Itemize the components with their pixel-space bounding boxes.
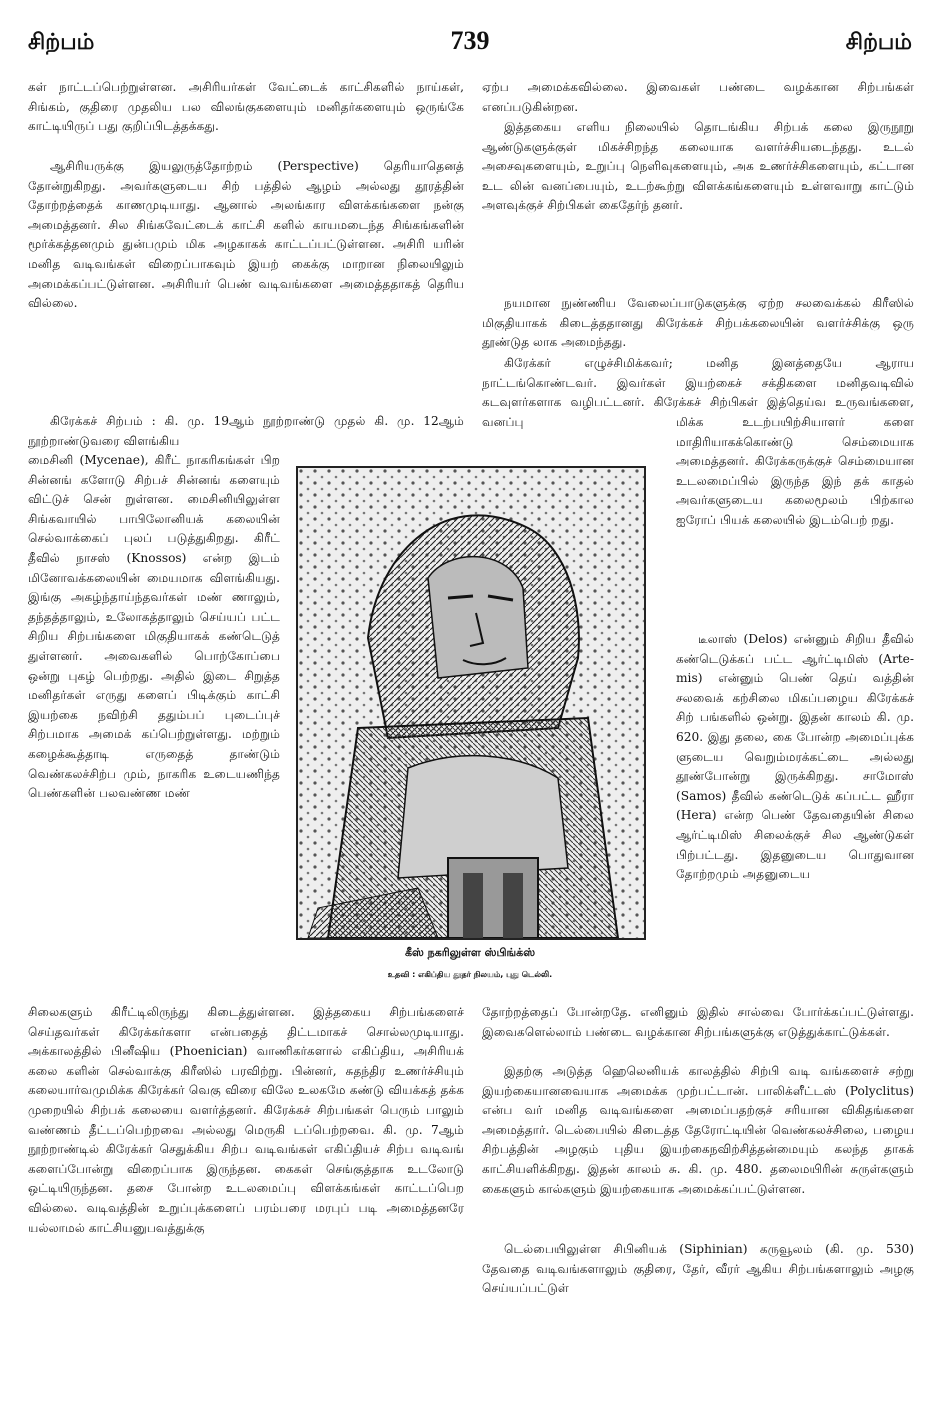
paragraph: கிரேக்கர் எழுச்சிமிக்கவர்; மனித இனத்தையே ஆராய நாட்டங்கொண்டவர். இவர்கள் இயற்கைச் சக்திகளை மனிதவடிவில் கடவுளர்களாக வழிபட்டனர். கிரேக்கச் சிற்பிகள் இத்தெய்வ உருவங்களை, வனப்பு: [482, 356, 914, 429]
paragraph: நயமான நுண்ணிய வேலைப்பாடுகளுக்கு ஏற்ற சலவைக்கல் கிரீஸில் மிகுதியாகக் கிடைத்ததானது கிரேக்கச் சிற்பக்கலையின் வளர்ச்சிக்கு ஒரு தூண்டுத லாக அமைந்தது.: [482, 296, 914, 350]
paragraph: டெல்பையிலுள்ள சிபினியக் (Siphinian) கருவூலம் (கி. மு. 530) தேவதை வடிவங்களாலும் குதிரை, தேர், வீரர் ஆகிய சிற்பங்களாலும் அழகு செய்யப்பட்டுள்: [482, 1242, 914, 1296]
paragraph: கள் நாட்டப்பெற்றுள்ளன. அசிரியர்கள் வேட்டைக் காட்சிகளில் நாய்கள், சிங்கம், குதிரை முதலிய பல விலங்குகளையும் மனிதர்களையும் ஒருங்கே காட்டியிருப் பது குறிப்பிடத்தக்கது.: [28, 80, 464, 134]
page-number: 739: [450, 26, 490, 55]
paragraph: ஆசிரியருக்கு இயலுருத்தோற்றம் (Perspective) தெரியாதெனத் தோன்றுகிறது. அவர்களுடைய சிற் பத்தில் ஆழம் அல்லது தூரத்தின் தோற்றத்தைக் காணமுடியாது. ஆனால் அலங்கார விளக்கங்களை நன்கு அமைத்தனர். சில சிங்கவேட்டைக் காட்சி களில் காயமடைந்த சிங்கங்களின் மூர்க்கத்தனமும் துன்பமும் மிக அழகாகக் காட்டப்பட்டுள்ளன. அசிரி யரின் மனித வடிவங்கள் விறைப்பாகவும் இயற் கைக்கு மாறான நிலையிலும் அமைக்கப்பட்டுள்ளன. அசிரியர் பெண் வடிவங்களை அமைத்ததாகத் தெரிய வில்லை.: [28, 159, 464, 311]
paragraph: இதற்கு அடுத்த ஹெலெனியக் காலத்தில் சிற்பி வடி வங்களைச் சற்று இயற்கையானவையாக அமைக்க முற்பட்டான். பாலிக்ளீட்டஸ் (Polyclitus) என்ப வர் மனித வடிவங்களை அமைப்பதற்குச் சரியான விகிதங்களை அமைத்தார். டெல்பையில் கிடைத்த தேரோட்டியின் வெண்கலச்சிலை, பழைய சிற்பத்தின் அழகும் புதிய இயற்கைநவிற்சித்தன்மையும் கலந்த தாகக் காட்சியளிக்கிறது. இதன் காலம் சு. கி. மு. 480. தலைமயிரின் சுருள்களும் கைகளும் கால்களும் இயற்கையாக அமைக்கப்பட்டுள்ளன.: [482, 1064, 914, 1196]
figure-caption: கீஸ் நகரிலுள்ள ஸ்பிங்க்ஸ்: [404, 946, 536, 959]
sphinx-photo: [296, 466, 646, 940]
paragraph: தோற்றத்தைப் போன்றதே. எனினும் இதில் சால்வை போர்க்கப்பட்டுள்ளது. இவைகளெல்லாம் பண்டை வழக்கான சிற்பங்களுக்கு எடுத்துக்காட்டுக்கள்.: [482, 1005, 914, 1039]
paragraph: கிரேக்கச் சிற்பம் : கி. மு. 19ஆம் நூற்றாண்டு முதல் கி. மு. 12ஆம் நூற்றாண்டுவரை விளங்கிய: [28, 414, 464, 448]
running-head-left: சிற்பம்: [28, 30, 95, 55]
paragraph: டீலாஸ் (Delos) என்னும் சிறிய தீவில் கண்டெடுக்கப் பட்ட ஆர்ட்டிமிஸ் (Arte- mis) என்னும் பெண் தெய் வத்தின் சலவைக் கற்சிலை மிகப்பழைய கிரேக்கச் சிற் பங்களில் ஒன்று. இதன் காலம் கி. மு. 620. இது தலை, கை போன்ற அமைப்புக்க ளுடைய வெறும்மரக்கட்டை அல்லது தூண்போன்று இருக்கிறது. சாமோஸ் (Samos) தீவில் கண்டெடுக் கப்பட்ட ஹீரா (Hera) என்ற பெண் தேவதையின் சிலை ஆர்ட்டிமிஸ் சிலைக்குச் சில ஆண்டுகள் பிற்பட்டது. இதனுடைய பொதுவான தோற்றமும் அதனுடைய: [676, 632, 914, 882]
figure-credit: உதவி : எகிப்திய தூதர் நிலயம், புது டெல்லி.: [387, 970, 553, 979]
paragraph: மிக்க உடற்பயிற்சியாளர் களை மாதிரியாகக்கொண்டு செம்மையாக அமைத்தனர். கிரேக்கருக்குச் செம்மையான உடலமைப்பில் இருந்த இந் தக் காதல் அவர்களுடைய கலைமூலம் பிற்கால ஐரோப் பியக் கலையில் இடம்பெற் றது.: [676, 415, 914, 527]
paragraph: சிலைகளும் கிரீட்டிலிருந்து கிடைத்துள்ளன. இத்தகைய சிற்பங்களைச் செய்தவர்கள் கிரேக்கர்களா என்பதைத் திட்டமாகச் சொல்லமுடியாது. அக்காலத்தில் பினீஷிய (Phoenician) வாணிகர்களால் எகிப்திய, அசிரியக் கலை களின் செல்வாக்கு கிரீஸில் பரவிற்று. பின்னர், சுதந்திர உணர்ச்சியும் கலையார்வமுமிக்க கிரேக்கர் வெகு விரை விலே உலகமே கண்டு வியக்கத் தக்க முறையில் சிற்பக் கலையை வளர்த்தனர். கிரேக்கச் சிற்பங்கள் பெரும் பாலும் வண்ணம் தீட்டப்பெற்றவை அல்லது மெருகி டப்பெற்றவை. கி. மு. 7ஆம் நூற்றாண்டில் கிரேக்கர் செதுக்கிய சிற்ப வடிவங்கள் எகிப்தியச் சிற்ப வடிவங் களைப்போன்று விறைப்பாக இருந்தன. கைகள் செங்குத்தாக உடலோடு ஒட்டியிருந்தன. தசை போன்ற உடலமைப்பு விளக்கங்கள் காட்டப்பெற வில்லை. வடிவத்தின் உறுப்புக்களைப் பரம்பரை மரபுப் படி அமைத்தனரே யல்லாமல் காட்சியனுபவத்துக்கு: [28, 1005, 464, 1235]
running-head-right: சிற்பம்: [845, 30, 912, 55]
paragraph: இத்தகைய எளிய நிலையில் தொடங்கிய சிற்பக் கலை இருநூறு ஆண்டுகளுக்குள் மிகச்சிறந்த கலையாக வளர்ச்சியடைந்தது. உடல் அசைவுகளையும், உறுப்பு நெளிவுகளையும், அக உணர்ச்சிகளையும், கட்டான உட லின் வனப்பையும், உடற்கூற்று விளக்கங்களையும் உள்ளவாறு காட்டும் அளவுக்குச் சிற்பிகள் கைதேர்ந் தனர்.: [482, 120, 914, 213]
paragraph: மைசினி (Mycenae), கிரீட் நாகரிகங்கள் பிற சின்னங் களோடு சிற்பச் சின்னங் களையும் விட்டுச் சென் றுள்ளன. மைசினியிலுள்ள சிங்கவாயில் பாபிலோனியக் கலையின் செல்வாக்கைப் புலப் படுத்துகிறது. கிரீட் தீவில் நாசஸ் (Knossos) என்ற இடம் மினோவக்கலையின் மையமாக விளங்கியது. இங்கு அகழ்ந்தாய்ந்தவர்கள் மண் ணாலும், தந்தத்தாலும், உலோகத்தாலும் செய்யப் பட்ட சிறிய சிற்பங்களை மிகுதியாகக் கண்டெடுத் துள்ளனர். அவைகளில் பொற்கோப்பை ஒன்று புகழ் பெற்றது. அதில் இடை சிறுத்த மனிதர்கள் எருது களைப் பிடிக்கும் காட்சி இயற்கை நவிற்சி ததும்பப் புடைப்புச் சிற்பமாக அமைக் கப்பெற்றுள்ளது. மற்றும் கழைக்கூத்தாடி எருதைத் தாண்டும் வெண்கலச்சிற்ப மும், நாகரிக உடையணிந்த பெண்களின் பலவண்ண மண்: [28, 453, 280, 801]
paragraph: ஏற்ப அமைக்கவில்லை. இவைகள் பண்டை வழக்கான சிற்பங்கள் எனப்படுகின்றன.: [482, 80, 914, 114]
